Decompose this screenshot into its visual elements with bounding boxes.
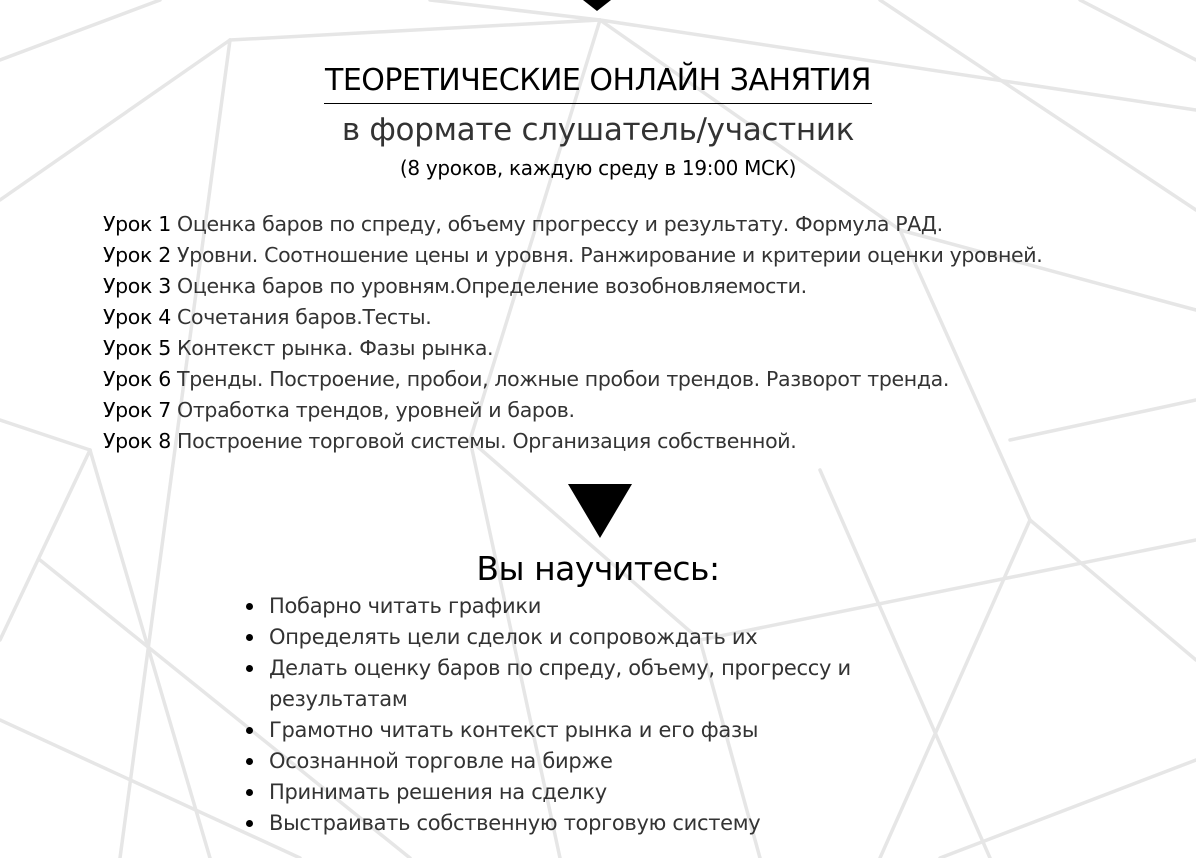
lesson-description: Уровни. Соотношение цены и уровня. Ранжирование и критерии оценки уровней. <box>170 243 1043 267</box>
lesson-description: Отработка трендов, уровней и баров. <box>170 398 575 422</box>
schedule-note: (8 уроков, каждую среду в 19:00 МСК) <box>399 156 797 180</box>
lesson-number: Урок 8 <box>103 429 171 453</box>
lesson-description: Сочетания баров.Тесты. <box>170 305 432 329</box>
lesson-description: Тренды. Построение, пробои, ложные пробои трендов. Разворот тренда. <box>170 367 950 391</box>
bullet-icon <box>246 634 253 641</box>
lesson-description: Контекст рынка. Фазы рынка. <box>170 336 494 360</box>
lesson-description: Оценка баров по уровням.Определение возобновляемости. <box>170 274 807 298</box>
lesson-item <box>103 395 1042 426</box>
bullet-icon <box>246 789 253 796</box>
lesson-number: Урок 5 <box>103 336 171 360</box>
lesson-item <box>103 209 1042 240</box>
bullet-icon <box>246 758 253 765</box>
lesson-number: Урок 7 <box>103 398 171 422</box>
skill-text: Грамотно читать контекст рынка и его фазы <box>269 718 759 742</box>
down-triangle-icon <box>583 0 611 11</box>
skill-item <box>246 746 866 777</box>
skill-item <box>246 591 866 622</box>
lesson-item <box>103 271 1042 302</box>
lesson-item <box>103 426 1042 457</box>
lesson-description: Построение торговой системы. Организация собственной. <box>170 429 797 453</box>
skill-text: Осознанной торговле на бирже <box>269 749 613 773</box>
bullet-icon <box>246 820 253 827</box>
lesson-number: Урок 6 <box>103 367 171 391</box>
skill-text: Выстраивать собственную торговую систему <box>269 811 761 835</box>
skill-text: Принимать решения на сделку <box>269 780 607 804</box>
lesson-item <box>103 364 1042 395</box>
skill-text: Определять цели сделок и сопровождать их <box>269 625 758 649</box>
bullet-icon <box>246 665 253 672</box>
bullet-icon <box>246 603 253 610</box>
lesson-item <box>103 302 1042 333</box>
lesson-description: Оценка баров по спреду, объему прогрессу и результату. Формула РАД. <box>170 212 943 236</box>
skill-item <box>246 777 866 808</box>
page-title-text: ТЕОРЕТИЧЕСКИЕ ОНЛАЙН ЗАНЯТИЯ <box>324 62 872 104</box>
skills-heading: Вы научитесь: <box>476 549 720 588</box>
skill-item <box>246 808 866 839</box>
bullet-icon <box>246 727 253 734</box>
skills-list <box>246 591 866 839</box>
lesson-number: Урок 3 <box>103 274 171 298</box>
skill-item <box>246 622 866 653</box>
skill-item <box>246 653 866 715</box>
lesson-number: Урок 4 <box>103 305 171 329</box>
lesson-number: Урок 1 <box>103 212 171 236</box>
lesson-item <box>103 240 1042 271</box>
lesson-item <box>103 333 1042 364</box>
page-subtitle: в формате слушатель/участник <box>341 112 855 148</box>
skill-text: Побарно читать графики <box>269 594 542 618</box>
lesson-list <box>103 209 1042 457</box>
page-title <box>0 62 1196 104</box>
down-triangle-icon <box>568 484 632 538</box>
lesson-number: Урок 2 <box>103 243 171 267</box>
skill-text: Делать оценку баров по спреду, объему, прогрессу и результатам <box>269 656 851 711</box>
skill-item <box>246 715 866 746</box>
